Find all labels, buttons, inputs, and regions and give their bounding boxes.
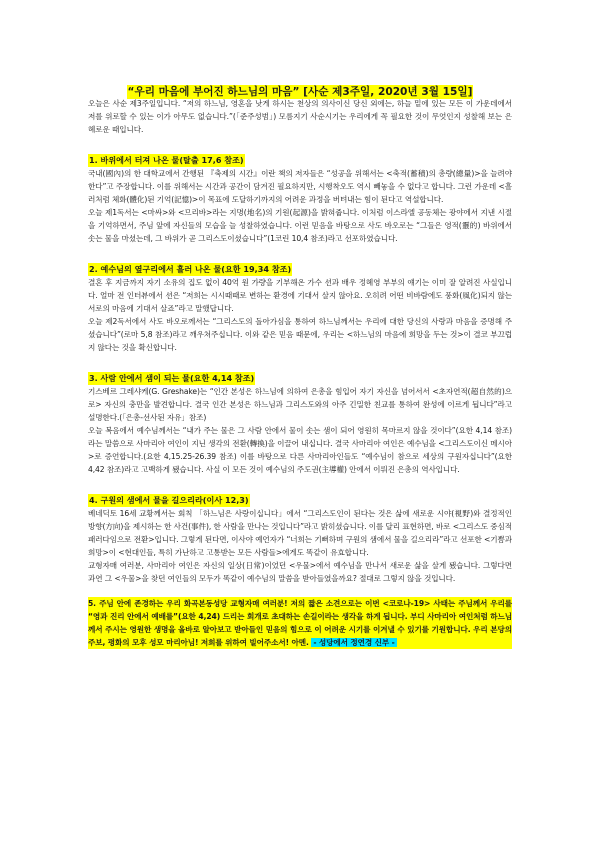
document-body [88, 97, 512, 649]
section-heading-3: 3. 사람 안에서 샘이 되는 물(요한 4,14 참조) [89, 373, 255, 383]
section-3-paragraph-1: 기스베르 그레샤케(G. Greshake)는 “인간 본성은 하느님에 의하여 은총을 힘입어 자기 자신을 넘어서서 <초자연적(超自然的)으로> 자신의 충만을 발견합니다. 결국 인간 본성은 하느님과 그리스도와의 아주 긴밀한 친교를 통하여 완성에 이르게 됩니다”라고 설명한다.(「은총-선사된 자유」참조) [88, 387, 512, 422]
section-1-paragraph-1: 국내(國內)의 한 대학교에서 간행된 『축제의 시간』이란 책의 저자들은 “성공을 위해서는 <축적(蓄積)의 총량(總量)>을 늘려야 한다”고 주장합니다. 이를 위해서는 시간과 공간이 담겨진 필요하지만, 시행착오도 역시 빼놓을 수 없다고 합니다. 그런 가운데 <흘러처럼 체화(體化)된 기억(記憶)>이 목표에 도달하기까지의 어려운 과정을 버텨내는 힘이 된다고 역설합니다. [88, 169, 512, 204]
section-4-paragraph-2: 교형자매 여러분, 사마리아 여인은 자신의 일상(日常)이었던 <우물>에서 예수님을 만나서 새로운 삶을 살게 됐습니다. 그렇다면 과연 그 <우물>을 찾던 여인들의 모두가 똑같이 예수님의 말씀을 받아들였을까요? 절대로 그렇지 않을 것입니다. [88, 561, 512, 583]
intro-paragraph: 오늘은 사순 제3주일입니다. “저의 하느님, 영혼을 낫게 하시는 천상의 의사이신 당신 외에는, 하늘 밑에 있는 모든 이 가운데에서 저를 위로할 수 있는 이가 아무도 없습니다.”(「준주성범」) 모름지기 사순시기는 우리에게 꼭 필요한 것이 무엇인지 성찰해 보는 은혜로운 때입니다. [88, 99, 512, 134]
signature: - 성당에서 정연경 신부 - [313, 638, 395, 647]
section-2-paragraph-2: 오늘 제2독서에서 사도 바오로께서는 “그리스도의 돌아가심을 통하여 하느님께서는 우리에 대한 당신의 사랑과 마음을 증명해 주셨습니다”(로마 5,8 참조)라고 깨우쳐주십니다. 이와 같은 믿음 때문에, 우리는 <하느님의 마음에 희망을 두는 것>이 결코 부끄럽지 않다는 것을 확신합니다. [88, 317, 512, 352]
section-heading-1: 1. 바위에서 터져 나온 물(탈출 17,6 참조) [89, 155, 244, 165]
section-heading-2: 2. 예수님의 옆구리에서 흘러 나온 물(요한 19,34 참조) [89, 264, 292, 274]
closing-text: 5. 주님 안에 존경하는 우리 화곡본동성당 교형자매 여러분! 저의 짧은 소견으로는 이번 <코로나-19> 사태는 주님께서 우리를 “영과 진리 안에서 예배를”(요한 4,24) 드리는 회개로 초대하는 손길이라는 생각을 하게 됩니다. 부디 사마리아 여인처럼 하느님께서 주시는 영원한 생명을 올바로 알아보고 받아들인 믿음의 힘으로 이 어려운 시기를 이겨낼 수 있기를 기원합니다. 우리 본당의 주보, 평화의 모후 성모 마리아님! 저희를 위하여 빌어주소서! 아멘. [88, 599, 512, 647]
closing-paragraph [88, 597, 512, 649]
section-1-paragraph-2: 오늘 제1독서는 <마싸>와 <므리바>라는 지명(地名)의 기원(起源)을 밝혀줍니다. 이처럼 이스라엘 공동체는 광야에서 지낸 시절을 기억하면서, 주님 앞에 자신들의 모습을 늘 성찰하였습니다. 이런 믿음을 바탕으로 사도 바오로는 “그들은 영적(靈的) 바위에서 솟는 물을 마셨는데, 그 바위가 곧 그리스도이셨습니다”(1코린 10,4 참조)라고 선포하였습니다. [88, 208, 512, 243]
section-3-paragraph-2: 오늘 복음에서 예수님께서는 “내가 주는 물은 그 사람 안에서 물이 솟는 샘이 되어 영원히 목마르지 않을 것이다”(요한 4,14 참조)라는 말씀으로 사마리아 여인이 지닌 생각의 전환(轉換)을 이끌어 내십니다. 결국 사마리아 여인은 예수님을 <그리스도이신 메시아>로 증언합니다.(요한 4,15.25-26.39 참조) 이를 바탕으로 다른 사마리아인들도 “예수님이 참으로 세상의 구원자십니다”(요한 4,42 참조)라고 고백하게 됐습니다. 사실 이 모든 것이 예수님의 주도권(主導權) 안에서 이뤄진 은총의 역사입니다. [88, 426, 512, 474]
section-2-paragraph-1: 결혼 후 지금까지 자기 소유의 집도 없이 40억 원 가량을 기부해온 가수 션과 배우 정혜영 부부의 얘기는 이미 잘 알려진 사실입니다. 얼마 전 인터뷰에서 션은 “저희는 시시때때로 변하는 환경에 기대서 살지 않아요. 오히려 어떤 비바람에도 풍화(風化)되지 않는 서로의 마음에 기대서 살죠”라고 말했답니다. [88, 278, 512, 313]
section-4-paragraph-1: 베네딕토 16세 교황께서는 회칙 「하느님은 사랑이십니다」에서 “그리스도인이 된다는 것은 삶에 새로운 시야(視野)와 결정적인 방향(方向)을 제시하는 한 사건(事件), 한 사람을 만나는 것입니다”라고 밝히셨습니다. 이를 달리 표현하면, 바로 <그리스도 중심적 패러다임으로 전환>입니다. 그렇게 된다면, 이사야 예언자가 “너희는 기뻐하며 구원의 샘에서 물을 길으리라”라고 선포한 <기쁨과 희망>이 <현대인들, 특히 가난하고 고통받는 모든 사람들>에게도 똑같이 유효합니다. [88, 509, 512, 557]
section-heading-4: 4. 구원의 샘에서 물을 길으리라(이사 12,3) [89, 495, 249, 505]
page-title: “우리 마음에 부어진 하느님의 마음” [사순 제3주일, 2020년 3월 15일] [127, 86, 473, 98]
